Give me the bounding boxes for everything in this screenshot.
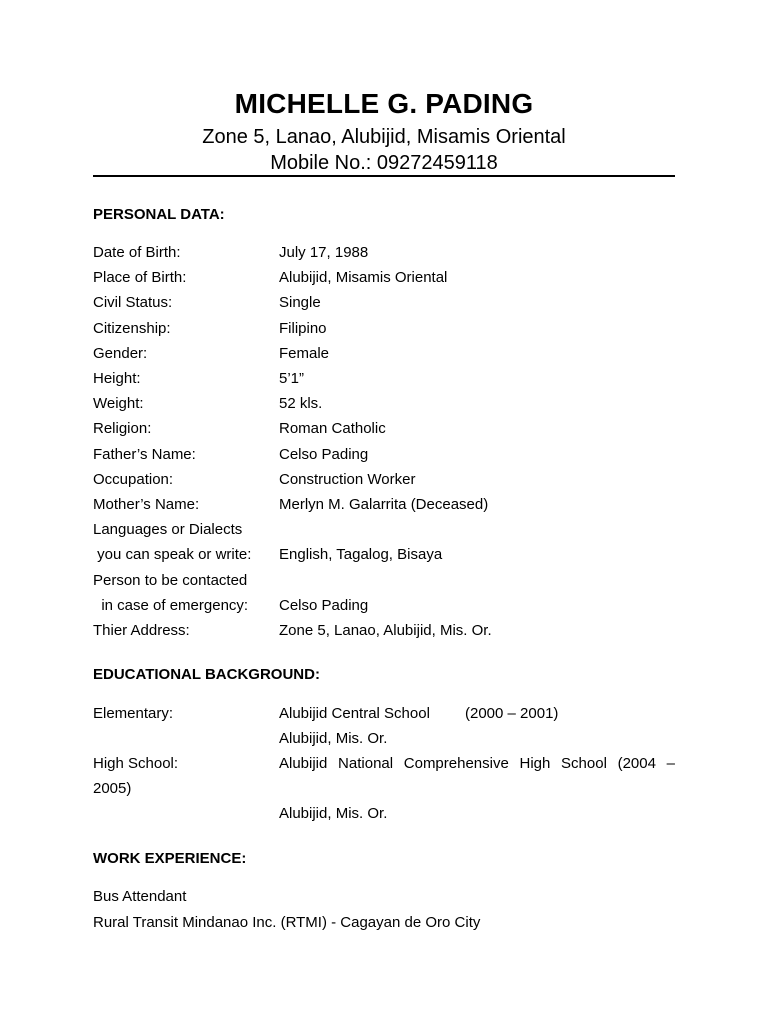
- personal-data-value: Roman Catholic: [279, 420, 386, 438]
- personal-data-heading: PERSONAL DATA:: [93, 206, 225, 223]
- personal-data-label: Place of Birth:: [93, 269, 187, 287]
- personal-data-label: you can speak or write:: [93, 546, 252, 564]
- highschool-years-wrap: 2005): [93, 780, 132, 797]
- highschool-word: Comprehensive: [403, 755, 509, 772]
- highschool-word: School: [561, 755, 607, 772]
- header-divider: [93, 175, 675, 177]
- education-row-highschool-wrap: [93, 776, 675, 801]
- personal-data-value: Single: [279, 294, 321, 312]
- personal-data-row: [93, 416, 675, 441]
- personal-data-value: Construction Worker: [279, 470, 416, 488]
- personal-data-value: Female: [279, 344, 330, 362]
- personal-data-label: Civil Status:: [93, 294, 173, 312]
- personal-data-value: Filipino: [279, 319, 327, 337]
- personal-data-label: in case of emergency:: [93, 596, 249, 614]
- personal-data-row: [93, 391, 675, 416]
- personal-data-value: 5’1”: [279, 370, 305, 387]
- personal-data-value: Celso Pading: [279, 445, 369, 463]
- education-row-highschool: [93, 751, 675, 776]
- education-row-elementary-address: [93, 726, 675, 751]
- highschool-word: (2004: [617, 755, 656, 772]
- personal-data-value: 52 kls.: [279, 395, 323, 413]
- personal-data-value: Zone 5, Lanao, Alubijid, Mis. Or.: [279, 622, 492, 639]
- personal-data-row: [93, 517, 675, 542]
- personal-data-value: Celso Pading: [279, 596, 369, 614]
- personal-data-label: Thier Address:: [93, 622, 190, 639]
- personal-data-row: [93, 542, 675, 567]
- personal-data-value: Alubijid, Misamis Oriental: [279, 269, 448, 287]
- work-position: Bus Attendant: [93, 888, 187, 905]
- personal-data-label: Languages or Dialects: [93, 521, 243, 539]
- personal-data-label: Occupation:: [93, 470, 174, 488]
- personal-data-row: [93, 568, 675, 593]
- personal-data-label: Date of Birth:: [93, 244, 181, 261]
- education-heading: EDUCATIONAL BACKGROUND:: [93, 666, 320, 683]
- personal-data-row: [93, 316, 675, 341]
- personal-data-row: [93, 593, 675, 618]
- personal-data-label: Religion:: [93, 420, 152, 438]
- elementary-address: Alubijid, Mis. Or.: [279, 730, 388, 747]
- applicant-address: Zone 5, Lanao, Alubijid, Misamis Oriental: [202, 126, 566, 148]
- highschool-word: –: [666, 755, 675, 772]
- highschool-label: High School:: [93, 755, 179, 772]
- highschool-school: [279, 751, 675, 776]
- applicant-mobile: Mobile No.: 09272459118: [270, 152, 498, 174]
- highschool-address: Alubijid, Mis. Or.: [279, 805, 388, 822]
- highschool-word: Alubijid: [279, 755, 328, 772]
- applicant-name: MICHELLE G. PADING: [234, 88, 534, 119]
- personal-data-value: English, Tagalog, Bisaya: [279, 546, 443, 564]
- personal-data-label: Weight:: [93, 395, 144, 413]
- personal-data-row: [93, 366, 675, 391]
- personal-data-row: [93, 265, 675, 290]
- education-row-elementary: [93, 701, 675, 726]
- personal-data-row: [93, 492, 675, 517]
- personal-data-row: [93, 240, 675, 265]
- personal-data-row: [93, 442, 675, 467]
- work-experience-heading: WORK EXPERIENCE:: [93, 850, 247, 867]
- elementary-years: (2000 – 2001): [465, 705, 559, 722]
- personal-data-row: [93, 290, 675, 315]
- personal-data-label: Mother’s Name:: [93, 496, 200, 513]
- education-row-highschool-address: [93, 801, 675, 826]
- personal-data-row: [93, 618, 675, 643]
- personal-data-label: Height:: [93, 370, 141, 387]
- work-company: Rural Transit Mindanao Inc. (RTMI) - Cagayan de Oro City: [93, 914, 481, 931]
- personal-data-value: Merlyn M. Galarrita (Deceased): [279, 496, 489, 513]
- elementary-label: Elementary:: [93, 705, 174, 722]
- personal-data-label: Person to be contacted: [93, 571, 248, 589]
- personal-data-label: Father’s Name:: [93, 445, 196, 463]
- highschool-word: High: [519, 755, 551, 772]
- personal-data-label: Citizenship:: [93, 319, 171, 337]
- resume-page: [93, 0, 675, 1024]
- elementary-school: Alubijid Central School: [279, 705, 430, 722]
- personal-data-row: [93, 341, 675, 366]
- personal-data-label: Gender:: [93, 344, 148, 362]
- personal-data-value: July 17, 1988: [279, 244, 369, 261]
- personal-data-row: [93, 467, 675, 492]
- highschool-word: National: [338, 755, 394, 772]
